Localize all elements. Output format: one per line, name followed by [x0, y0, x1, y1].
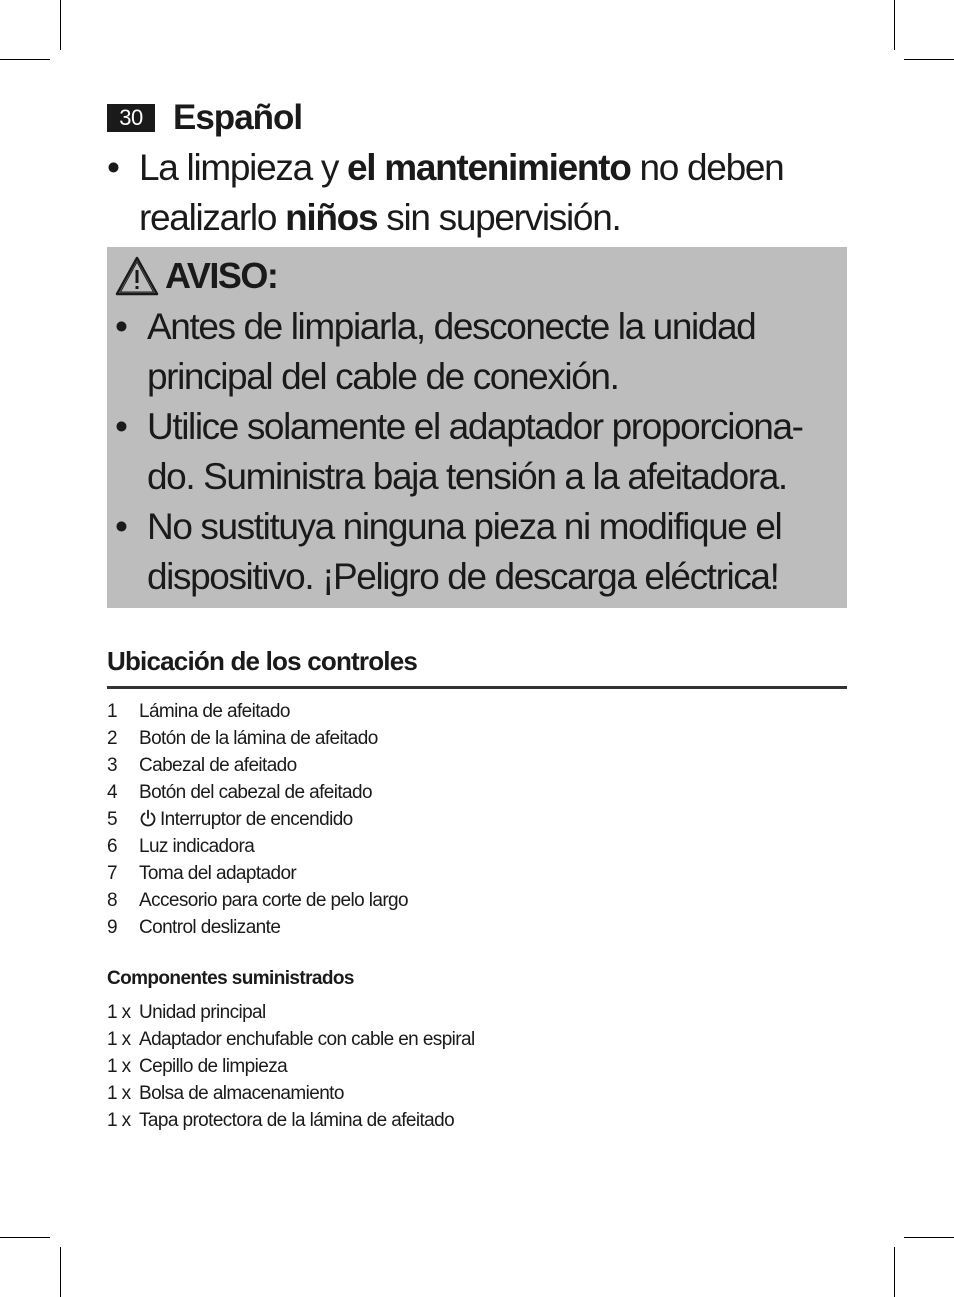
item-label: Cepillo de limpieza — [139, 1056, 288, 1077]
item-number: 8 — [107, 890, 117, 911]
warning-item — [115, 502, 843, 602]
warning-item-text: No sustituya ninguna pieza ni modifique el dispositivo. ¡Peligro de descarga eléctrica! — [147, 506, 782, 597]
item-number: 5 — [107, 809, 117, 830]
warning-label: AVISO: — [165, 255, 278, 296]
list-item — [107, 779, 408, 806]
item-label: Botón de la lámina de afeitado — [139, 728, 378, 749]
controls-heading: Ubicación de los controles — [107, 646, 418, 676]
item-number: 1 — [107, 701, 117, 722]
item-quantity: 1 x — [107, 1110, 131, 1131]
item-number: 4 — [107, 782, 117, 803]
item-number: 2 — [107, 728, 117, 749]
text-run-bold: el mantenimiento — [347, 147, 631, 188]
crop-mark — [894, 1247, 895, 1297]
warning-item — [115, 402, 843, 502]
text-run: no deben realizarlo — [139, 147, 784, 238]
item-label: Luz indicadora — [139, 836, 255, 857]
warning-item — [115, 302, 843, 402]
item-label-with-icon — [139, 806, 353, 833]
item-label: Accesorio para corte de pelo largo — [139, 890, 408, 911]
item-label: Interruptor de encendido — [160, 809, 353, 830]
page-number: 30 — [107, 104, 155, 132]
language-heading: Español — [173, 98, 303, 137]
item-label: Botón del cabezal de afeitado — [139, 782, 372, 803]
text-run: sin supervisión. — [377, 197, 621, 238]
crop-mark — [60, 0, 61, 50]
warning-triangle-icon — [115, 256, 159, 296]
warning-title — [115, 255, 277, 297]
list-item — [107, 860, 408, 887]
item-label: Toma del adaptador — [139, 863, 297, 884]
warning-box — [107, 247, 847, 608]
list-item — [107, 887, 408, 914]
item-number: 6 — [107, 836, 117, 857]
item-number: 7 — [107, 863, 117, 884]
bullet-glyph: • — [107, 147, 119, 188]
item-number: 3 — [107, 755, 117, 776]
crop-mark — [0, 59, 50, 60]
warning-item-text: Antes de limpiarla, desconecte la unidad principal del cable de conexión. — [147, 306, 756, 397]
text-run-bold: niños — [285, 197, 378, 238]
list-item — [107, 1053, 475, 1080]
list-item — [107, 806, 408, 833]
list-item — [107, 1026, 475, 1053]
warning-item-text: Utilice solamente el adaptador proporciona-do. Suministra baja tensión a la afeitadora. — [147, 406, 803, 497]
page-header — [107, 98, 302, 138]
item-label: Tapa protectora de la lámina de afeitado — [139, 1110, 455, 1131]
bullet-glyph: • — [115, 406, 127, 447]
controls-list — [107, 698, 408, 941]
section-divider — [107, 686, 847, 689]
list-item — [107, 1107, 475, 1134]
intro-list — [107, 143, 847, 243]
intro-text — [139, 143, 847, 243]
warning-list — [115, 302, 843, 602]
crop-mark — [894, 0, 895, 50]
list-item — [107, 914, 408, 941]
bullet-glyph: • — [115, 506, 127, 547]
item-label: Cabezal de afeitado — [139, 755, 297, 776]
item-quantity: 1 x — [107, 1002, 131, 1023]
item-label: Control deslizante — [139, 917, 281, 938]
list-item — [107, 999, 475, 1026]
text-run: La limpieza y — [139, 147, 348, 188]
item-quantity: 1 x — [107, 1083, 131, 1104]
item-label: Unidad principal — [139, 1002, 266, 1023]
intro-bullet — [107, 143, 847, 243]
item-label: Adaptador enchufable con cable en espiral — [139, 1029, 475, 1050]
list-item — [107, 833, 408, 860]
components-heading: Componentes suministrados — [107, 968, 354, 989]
crop-mark — [60, 1247, 61, 1297]
item-quantity: 1 x — [107, 1056, 131, 1077]
item-quantity: 1 x — [107, 1029, 131, 1050]
crop-mark — [0, 1237, 50, 1238]
components-list — [107, 999, 475, 1134]
crop-mark — [904, 1237, 954, 1238]
item-label: Lámina de afeitado — [139, 701, 290, 722]
power-icon — [139, 809, 157, 827]
item-number: 9 — [107, 917, 117, 938]
list-item — [107, 752, 408, 779]
list-item — [107, 1080, 475, 1107]
list-item — [107, 698, 408, 725]
bullet-glyph: • — [115, 306, 127, 347]
list-item — [107, 725, 408, 752]
crop-mark — [904, 59, 954, 60]
item-label: Bolsa de almacenamiento — [139, 1083, 344, 1104]
